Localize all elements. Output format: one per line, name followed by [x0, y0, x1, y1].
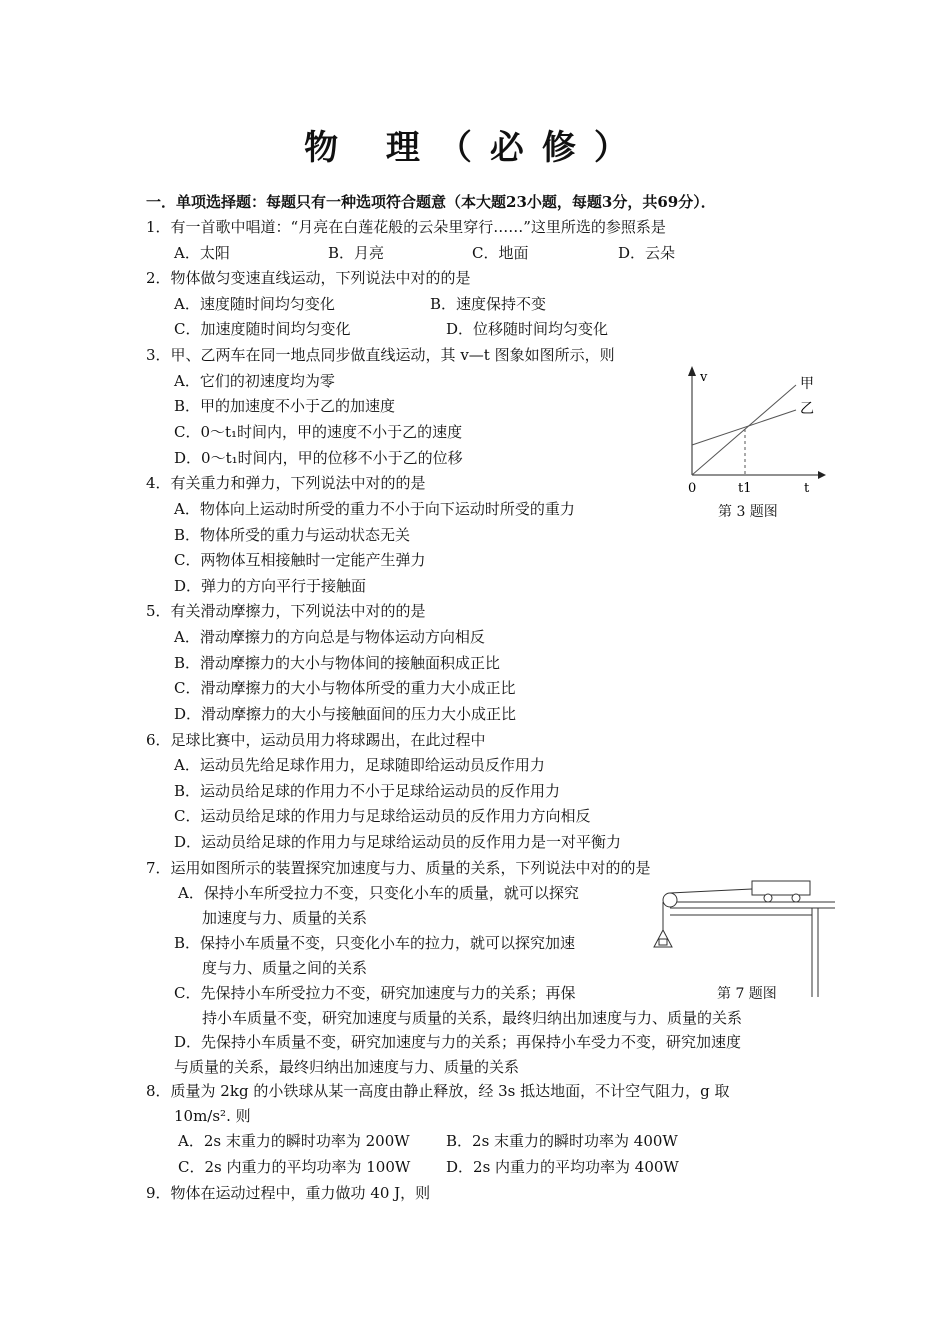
q9-stem: 9．物体在运动过程中，重力做功 40 J，则: [146, 1184, 431, 1202]
q7-option-d-line2: 与质量的关系，最终归纳出加速度与力、质量的关系: [174, 1058, 520, 1076]
q5-option-c: C．滑动摩擦力的大小与物体所受的重力大小成正比: [174, 679, 516, 697]
q8-option-d: D．2s 内重力的平均功率为 400W: [446, 1158, 679, 1176]
jia-label: 甲: [800, 376, 814, 392]
line-jia: [692, 385, 796, 475]
weight-block: [659, 939, 667, 945]
q3-option-d: D．0～t₁时间内，甲的位移不小于乙的位移: [174, 449, 463, 467]
q4-option-c: C．两物体互相接触时一定能产生弹力: [174, 551, 426, 569]
v-axis-label: v: [700, 370, 708, 385]
q7-option-c-line1: C．先保持小车所受拉力不变，研究加速度与力的关系；再保: [174, 984, 576, 1002]
origin-label: 0: [688, 481, 697, 496]
q7-option-b-line2: 度与力、质量之间的关系: [202, 959, 368, 977]
q6-option-c: C．运动员给足球的作用力与足球给运动员的反作用力方向相反: [174, 807, 591, 825]
q3-option-c: C．0～t₁时间内，甲的速度不小于乙的速度: [174, 423, 463, 441]
q6-option-d: D．运动员给足球的作用力与足球给运动员的反作用力是一对平衡力: [174, 833, 622, 851]
q2-option-d: D．位移随时间均匀变化: [446, 320, 609, 338]
q3-stem: 3．甲、乙两车在同一地点同步做直线运动，其 v—t 图象如图所示，则: [146, 346, 615, 364]
q1-stem: 1．有一首歌中唱道：“月亮在白莲花般的云朵里穿行……”这里所选的参照系是: [146, 218, 666, 236]
q8-stem-line2: 10m/s². 则: [174, 1107, 251, 1125]
q4-option-a: A．物体向上运动时所受的重力不小于向下运动时所受的重力: [174, 500, 575, 518]
q7-option-a-line2: 加速度与力、质量的关系: [202, 909, 368, 927]
q5-option-a: A．滑动摩擦力的方向总是与物体运动方向相反: [174, 628, 485, 646]
fig3-caption: 第 3 题图: [718, 504, 778, 520]
q3-option-a: A．它们的初速度均为零: [174, 372, 335, 390]
q8-stem-line1: 8．质量为 2kg 的小铁球从某一高度由静止释放，经 3s 抵达地面，不计空气阻力，g 取: [146, 1082, 730, 1100]
q3-option-b: B．甲的加速度不小于乙的加速度: [174, 397, 396, 415]
q7-option-b-line1: B．保持小车质量不变，只变化小车的拉力，就可以探究加速: [174, 934, 576, 952]
q4-option-b: B．物体所受的重力与运动状态无关: [174, 526, 411, 544]
q4-stem: 4．有关重力和弹力，下列说法中对的的是: [146, 474, 426, 492]
yi-label: 乙: [800, 401, 814, 417]
t-axis-label: t: [804, 481, 810, 496]
q2-option-c: C．加速度随时间均匀变化: [174, 320, 351, 338]
page-title: 物 理（必修）: [304, 128, 646, 168]
cart-wheel-right: [792, 894, 800, 902]
q7-option-c-line2: 持小车质量不变，研究加速度与质量的关系，最终归纳出加速度与力、质量的关系: [202, 1009, 743, 1027]
cart: [752, 881, 810, 895]
q6-option-b: B．运动员给足球的作用力不小于足球给运动员的反作用力: [174, 782, 561, 800]
string-horizontal: [670, 889, 752, 893]
q2-option-b: B．速度保持不变: [430, 295, 547, 313]
q8-option-a: A．2s 末重力的瞬时功率为 200W: [178, 1132, 410, 1150]
q6-stem: 6．足球比赛中，运动员用力将球踢出，在此过程中: [146, 731, 486, 749]
fig7-caption: 第 7 题图: [717, 986, 777, 1002]
q7-stem: 7．运用如图所示的装置探究加速度与力、质量的关系，下列说法中对的的是: [146, 859, 651, 877]
q7-option-a-line1: A．保持小车所受拉力不变，只变化小车的质量，就可以探究: [178, 884, 579, 902]
section-heading: 一．单项选择题：每题只有一种选项符合题意（本大题23小题，每题3分，共69分）．: [146, 193, 716, 211]
t1-label: t1: [738, 481, 752, 496]
q4-option-d: D．弹力的方向平行于接触面: [174, 577, 367, 595]
q5-option-b: B．滑动摩擦力的大小与物体间的接触面积成正比: [174, 654, 501, 672]
q2-option-a: A．速度随时间均匀变化: [174, 295, 335, 313]
pulley: [663, 893, 677, 907]
q2-stem: 2．物体做匀变速直线运动，下列说法中对的的是: [146, 269, 471, 287]
t-axis-arrow: [818, 471, 826, 479]
line-yi: [692, 410, 796, 445]
q8-option-b: B．2s 末重力的瞬时功率为 400W: [446, 1132, 678, 1150]
v-axis-arrow: [688, 366, 696, 376]
q7-option-d-line1: D．先保持小车质量不变，研究加速度与力的关系；再保持小车受力不变，研究加速度: [174, 1033, 742, 1051]
q6-option-a: A．运动员先给足球作用力，足球随即给运动员反作用力: [174, 756, 545, 774]
q1-option-c: C．地面: [472, 244, 529, 262]
q5-option-d: D．滑动摩擦力的大小与接触面间的压力大小成正比: [174, 705, 517, 723]
q1-option-a: A．太阳: [174, 244, 230, 262]
q1-option-d: D．云朵: [618, 244, 676, 262]
cart-wheel-left: [764, 894, 772, 902]
q1-option-b: B．月亮: [328, 244, 385, 262]
q8-option-c: C．2s 内重力的平均功率为 100W: [178, 1158, 411, 1176]
apparatus-figure: [640, 875, 840, 1000]
q5-stem: 5．有关滑动摩擦力，下列说法中对的的是: [146, 602, 426, 620]
